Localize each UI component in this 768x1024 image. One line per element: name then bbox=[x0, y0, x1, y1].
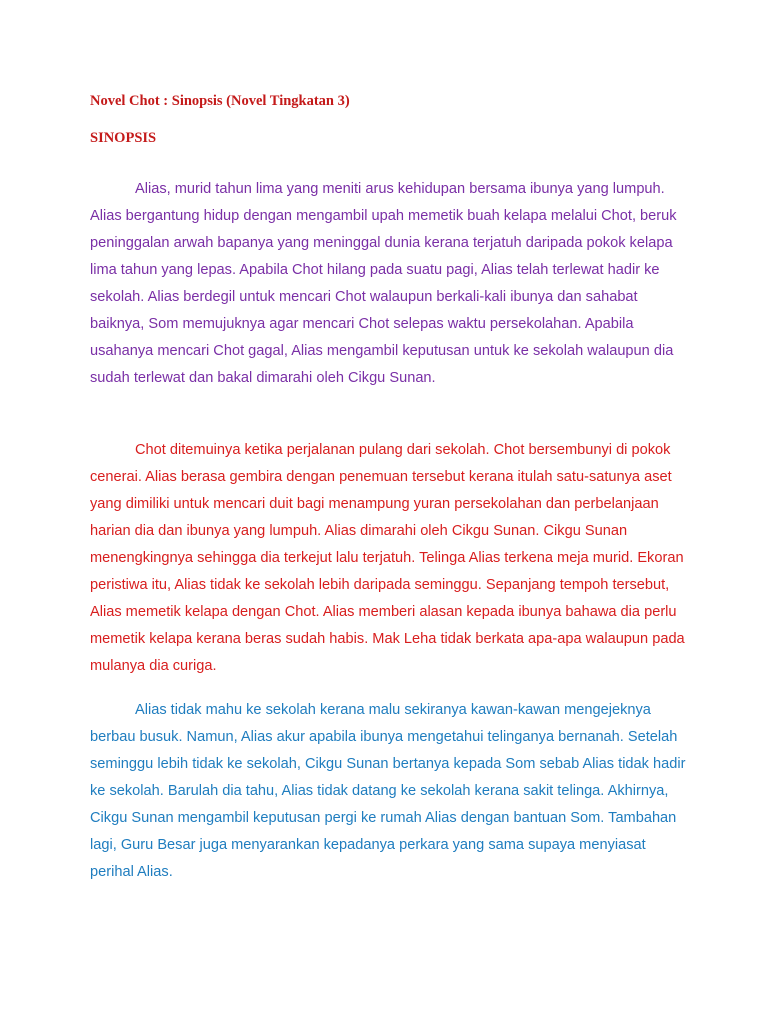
synopsis-paragraph-2: Chot ditemuinya ketika perjalanan pulang dari sekolah. Chot bersembunyi di pokok cenerai. Alias berasa gembira dengan penemuan tersebut kerana itulah satu-satunya aset yang dimiliki untuk mencari duit bagi menampung yuran persekolahan dan perbelanjaan harian dia dan ibunya yang lumpuh. Alias dimarahi oleh Cikgu Sunan. Cikgu Sunan menengkingnya sehingga dia terkejut lalu terjatuh. Telinga Alias terkena meja murid. Ekoran peristiwa itu, Alias tidak ke sekolah lebih daripada seminggu. Sepanjang tempoh tersebut, Alias memetik kelapa dengan Chot. Alias memberi alasan kepada ibunya bahawa dia perlu memetik kelapa kerana beras sudah habis. Mak Leha tidak berkata apa-apa walaupun pada mulanya dia curiga. bbox=[90, 442, 685, 674]
synopsis-heading: SINOPSIS bbox=[90, 130, 157, 146]
document-title: Novel Chot : Sinopsis (Novel Tingkatan 3) bbox=[90, 93, 350, 109]
synopsis-paragraph-3: Alias tidak mahu ke sekolah kerana malu sekiranya kawan-kawan mengejeknya berbau busuk. Namun, Alias akur apabila ibunya mengetahui telinganya bernanah. Setelah seminggu lebih tidak ke sekolah, Cikgu Sunan bertanya kepada Som sebab Alias tidak hadir ke sekolah. Barulah dia tahu, Alias tidak datang ke sekolah kerana sakit telinga. Akhirnya, Cikgu Sunan mengambil keputusan pergi ke rumah Alias dengan bantuan Som. Tambahan lagi, Guru Besar juga menyarankan kepadanya perkara yang sama supaya menyiasat perihal Alias. bbox=[90, 702, 686, 880]
synopsis-paragraph-1: Alias, murid tahun lima yang meniti arus kehidupan bersama ibunya yang lumpuh. Alias bergantung hidup dengan mengambil upah memetik buah kelapa melalui Chot, beruk peninggalan arwah bapanya yang meninggal dunia kerana terjatuh daripada pokok kelapa lima tahun yang lepas. Apabila Chot hilang pada suatu pagi, Alias telah terlewat hadir ke sekolah. Alias berdegil untuk mencari Chot walaupun berkali-kali ibunya dan sahabat baiknya, Som memujuknya agar mencari Chot selepas waktu persekolahan. Apabila usahanya mencari Chot gagal, Alias mengambil keputusan untuk ke sekolah walaupun dia sudah terlewat dan bakal dimarahi oleh Cikgu Sunan. bbox=[90, 181, 677, 386]
